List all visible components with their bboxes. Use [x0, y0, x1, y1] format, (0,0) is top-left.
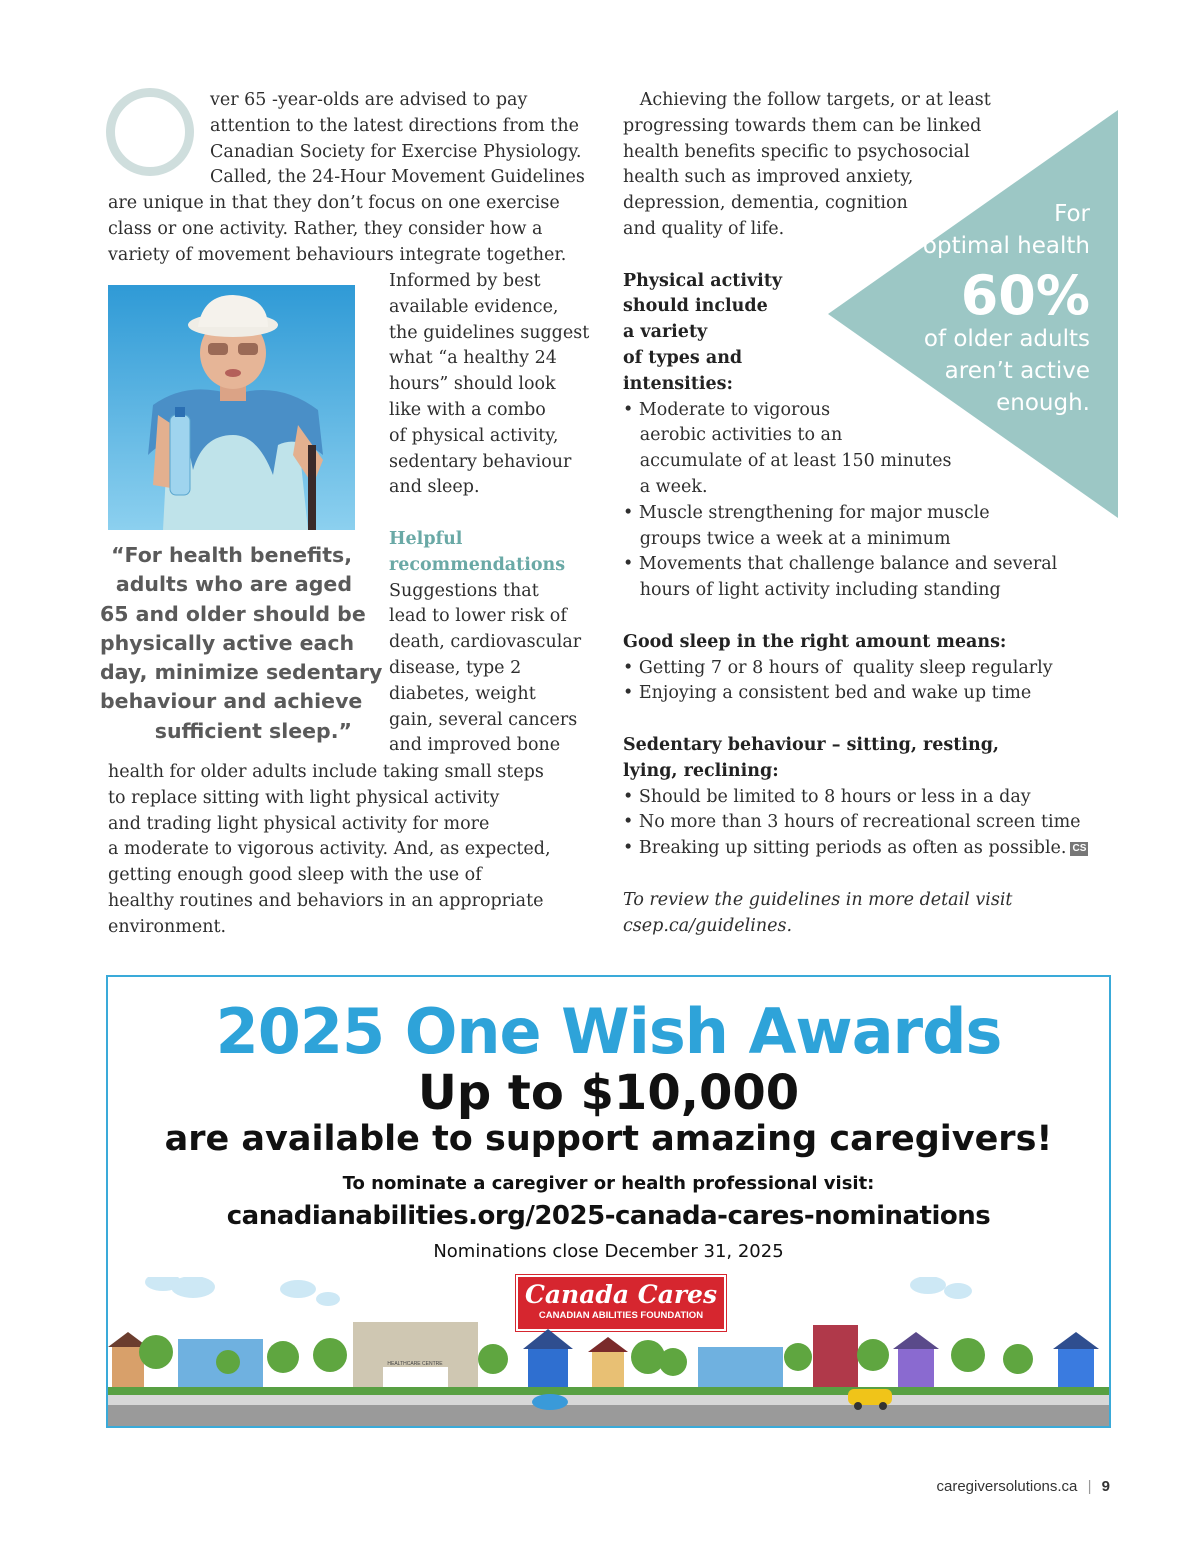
physical-bullet: aerobic activities to an [623, 425, 843, 446]
quote-line: physically active each [100, 630, 355, 655]
ad-subtitle: are available to support amazing caregivers! [164, 1119, 1053, 1159]
ad-deadline: Nominations close December 31, 2025 [433, 1241, 784, 1262]
right-column [623, 88, 1088, 939]
right-intro-line [623, 88, 1088, 114]
bottom-line: health for older adults include taking small steps [108, 762, 544, 782]
helpful-line: disease, type 2 [389, 657, 522, 678]
helpful-line: gain, several cancers [389, 709, 578, 730]
page-footer [937, 1478, 1111, 1495]
bottom-left-paragraph [108, 760, 551, 941]
right-intro-line: and quality of life. [623, 218, 785, 239]
quote-line: 65 and older should be [100, 601, 366, 626]
quote-line: adults who are aged [115, 572, 352, 597]
intro-paragraph-cont [108, 191, 566, 268]
mid-line: sedentary behaviour [389, 451, 572, 472]
logo-sub-text: CANADIAN ABILITIES FOUNDATION [538, 1310, 704, 1321]
right-intro-text: Achieving the follow targets, or at least [639, 90, 991, 110]
intro-line: Canadian Society for Exercise Physiology. [210, 141, 582, 162]
physical-bullet: accumulate of at least 150 minutes [623, 451, 952, 472]
helpful-line: and improved bone [389, 735, 561, 756]
sedentary-heading: Sedentary behaviour – sitting, resting, [623, 734, 1000, 755]
quote-line: sufficient sleep.” [154, 718, 352, 743]
town-illustration [108, 1277, 1109, 1427]
sedentary-bullet: • Breaking up sitting periods as often as possible. [623, 838, 1067, 859]
physical-bullet: a week. [623, 476, 708, 497]
stat-line: For [1054, 201, 1090, 227]
helpful-line: Suggestions that [389, 580, 539, 601]
helpful-line: diabetes, weight [389, 683, 536, 704]
sedentary-bullet: • Should be limited to 8 hours or less in a day [623, 786, 1031, 807]
physical-bullet: groups twice a week at a minimum [623, 528, 951, 549]
sleep-bullet: • Enjoying a consistent bed and wake up time [623, 683, 1032, 704]
sedentary-heading: lying, reclining: [623, 760, 779, 781]
sleep-heading: Good sleep in the right amount means: [623, 631, 1007, 652]
ad-nominate: To nominate a caregiver or health professional visit: [342, 1173, 875, 1194]
logo-main-text: Canada Cares [524, 1280, 718, 1309]
pull-quote [100, 541, 383, 746]
bottom-line: environment. [108, 916, 227, 937]
mid-line: and sleep. [389, 477, 480, 498]
right-intro-line: health benefits specific to psychosocial [623, 141, 970, 162]
physical-bullet: • Muscle strengthening for major muscle [623, 502, 990, 523]
helpful-heading: Helpful [389, 528, 463, 549]
physical-bullet: • Moderate to vigorous [623, 399, 831, 420]
helpful-line: lead to lower risk of [389, 606, 567, 627]
intro-line: class or one activity. Rather, they consider how a [108, 218, 543, 239]
sedentary-bullet: • No more than 3 hours of recreational screen time [623, 812, 1081, 833]
review-link[interactable]: csep.ca/guidelines. [623, 915, 793, 936]
stat-line: of older adults [923, 326, 1090, 352]
physical-bullet: • Movements that challenge balance and several [623, 554, 1058, 575]
mid-line: what “a healthy 24 [389, 348, 557, 369]
ad-amount: Up to $10,000 [417, 1065, 800, 1121]
ad-title: 2025 One Wish Awards [215, 995, 1002, 1068]
physical-bullet: hours of light activity including standing [623, 580, 1001, 601]
intro-line: variety of movement behaviours integrate together. [108, 244, 567, 265]
helpful-line: death, cardiovascular [389, 632, 582, 653]
physical-heading: should include [623, 296, 768, 317]
bottom-line: and trading light physical activity for more [108, 813, 490, 834]
physical-heading: of types and [623, 347, 743, 368]
sedentary-bullet-last [623, 836, 1088, 862]
right-intro-line: progressing towards them can be linked [623, 115, 982, 136]
footer-separator: | [1087, 1478, 1092, 1495]
helpful-heading: recommendations [389, 554, 566, 575]
quote-line: behaviour and achieve [100, 689, 363, 714]
quote-line: day, minimize sedentary [100, 660, 383, 685]
stat-line: aren’t active [944, 358, 1090, 384]
right-intro-line: health such as improved anxiety, [623, 167, 914, 188]
one-wish-awards-ad[interactable] [106, 975, 1111, 1428]
physical-heading: intensities: [623, 373, 733, 394]
intro-line: are unique in that they don’t focus on one exercise [108, 193, 560, 213]
middle-column [389, 269, 589, 759]
bottom-line: a moderate to vigorous activity. And, as expected, [108, 839, 551, 860]
stat-line: optimal health [922, 233, 1090, 259]
bottom-line: getting enough good sleep with the use of [108, 865, 482, 886]
sleep-bullet: • Getting 7 or 8 hours of quality sleep regularly [623, 657, 1053, 678]
bottom-line: healthy routines and behaviors in an appropriate [108, 890, 544, 911]
stat-percent: 60% [960, 264, 1090, 327]
review-line: To review the guidelines in more detail visit [623, 889, 1013, 910]
footer-site[interactable]: caregiversolutions.ca [936, 1478, 1078, 1495]
intro-line: ver 65 -year-olds are advised to pay [210, 90, 528, 110]
intro-paragraph [210, 88, 585, 191]
physical-heading: a variety [623, 322, 708, 343]
ad-url[interactable]: canadianabilities.org/2025-canada-cares-nominations [226, 1201, 991, 1231]
intro-line: Called, the 24-Hour Movement Guidelines [210, 167, 585, 188]
mid-line: hours” should look [389, 374, 556, 395]
mid-line: Informed by best [389, 271, 541, 291]
quote-line: “For health benefits, [111, 543, 352, 567]
mid-line: of physical activity, [389, 425, 559, 446]
intro-line: attention to the latest directions from the [210, 115, 579, 136]
bottom-line: to replace sitting with light physical activity [108, 787, 500, 808]
mid-line: available evidence, [389, 296, 559, 317]
page-number: 9 [1101, 1478, 1110, 1495]
right-intro-line: depression, dementia, cognition [623, 193, 908, 214]
drop-cap-o [106, 88, 194, 176]
physical-heading: Physical activity [623, 270, 783, 291]
building-sign: HEALTHCARE CENTRE [387, 1361, 443, 1367]
stat-line: enough. [996, 390, 1090, 416]
end-mark-icon: CS [1072, 842, 1087, 854]
mid-line: like with a combo [389, 399, 546, 420]
senior-woman-photo [108, 285, 355, 530]
mid-line: the guidelines suggest [389, 322, 590, 343]
